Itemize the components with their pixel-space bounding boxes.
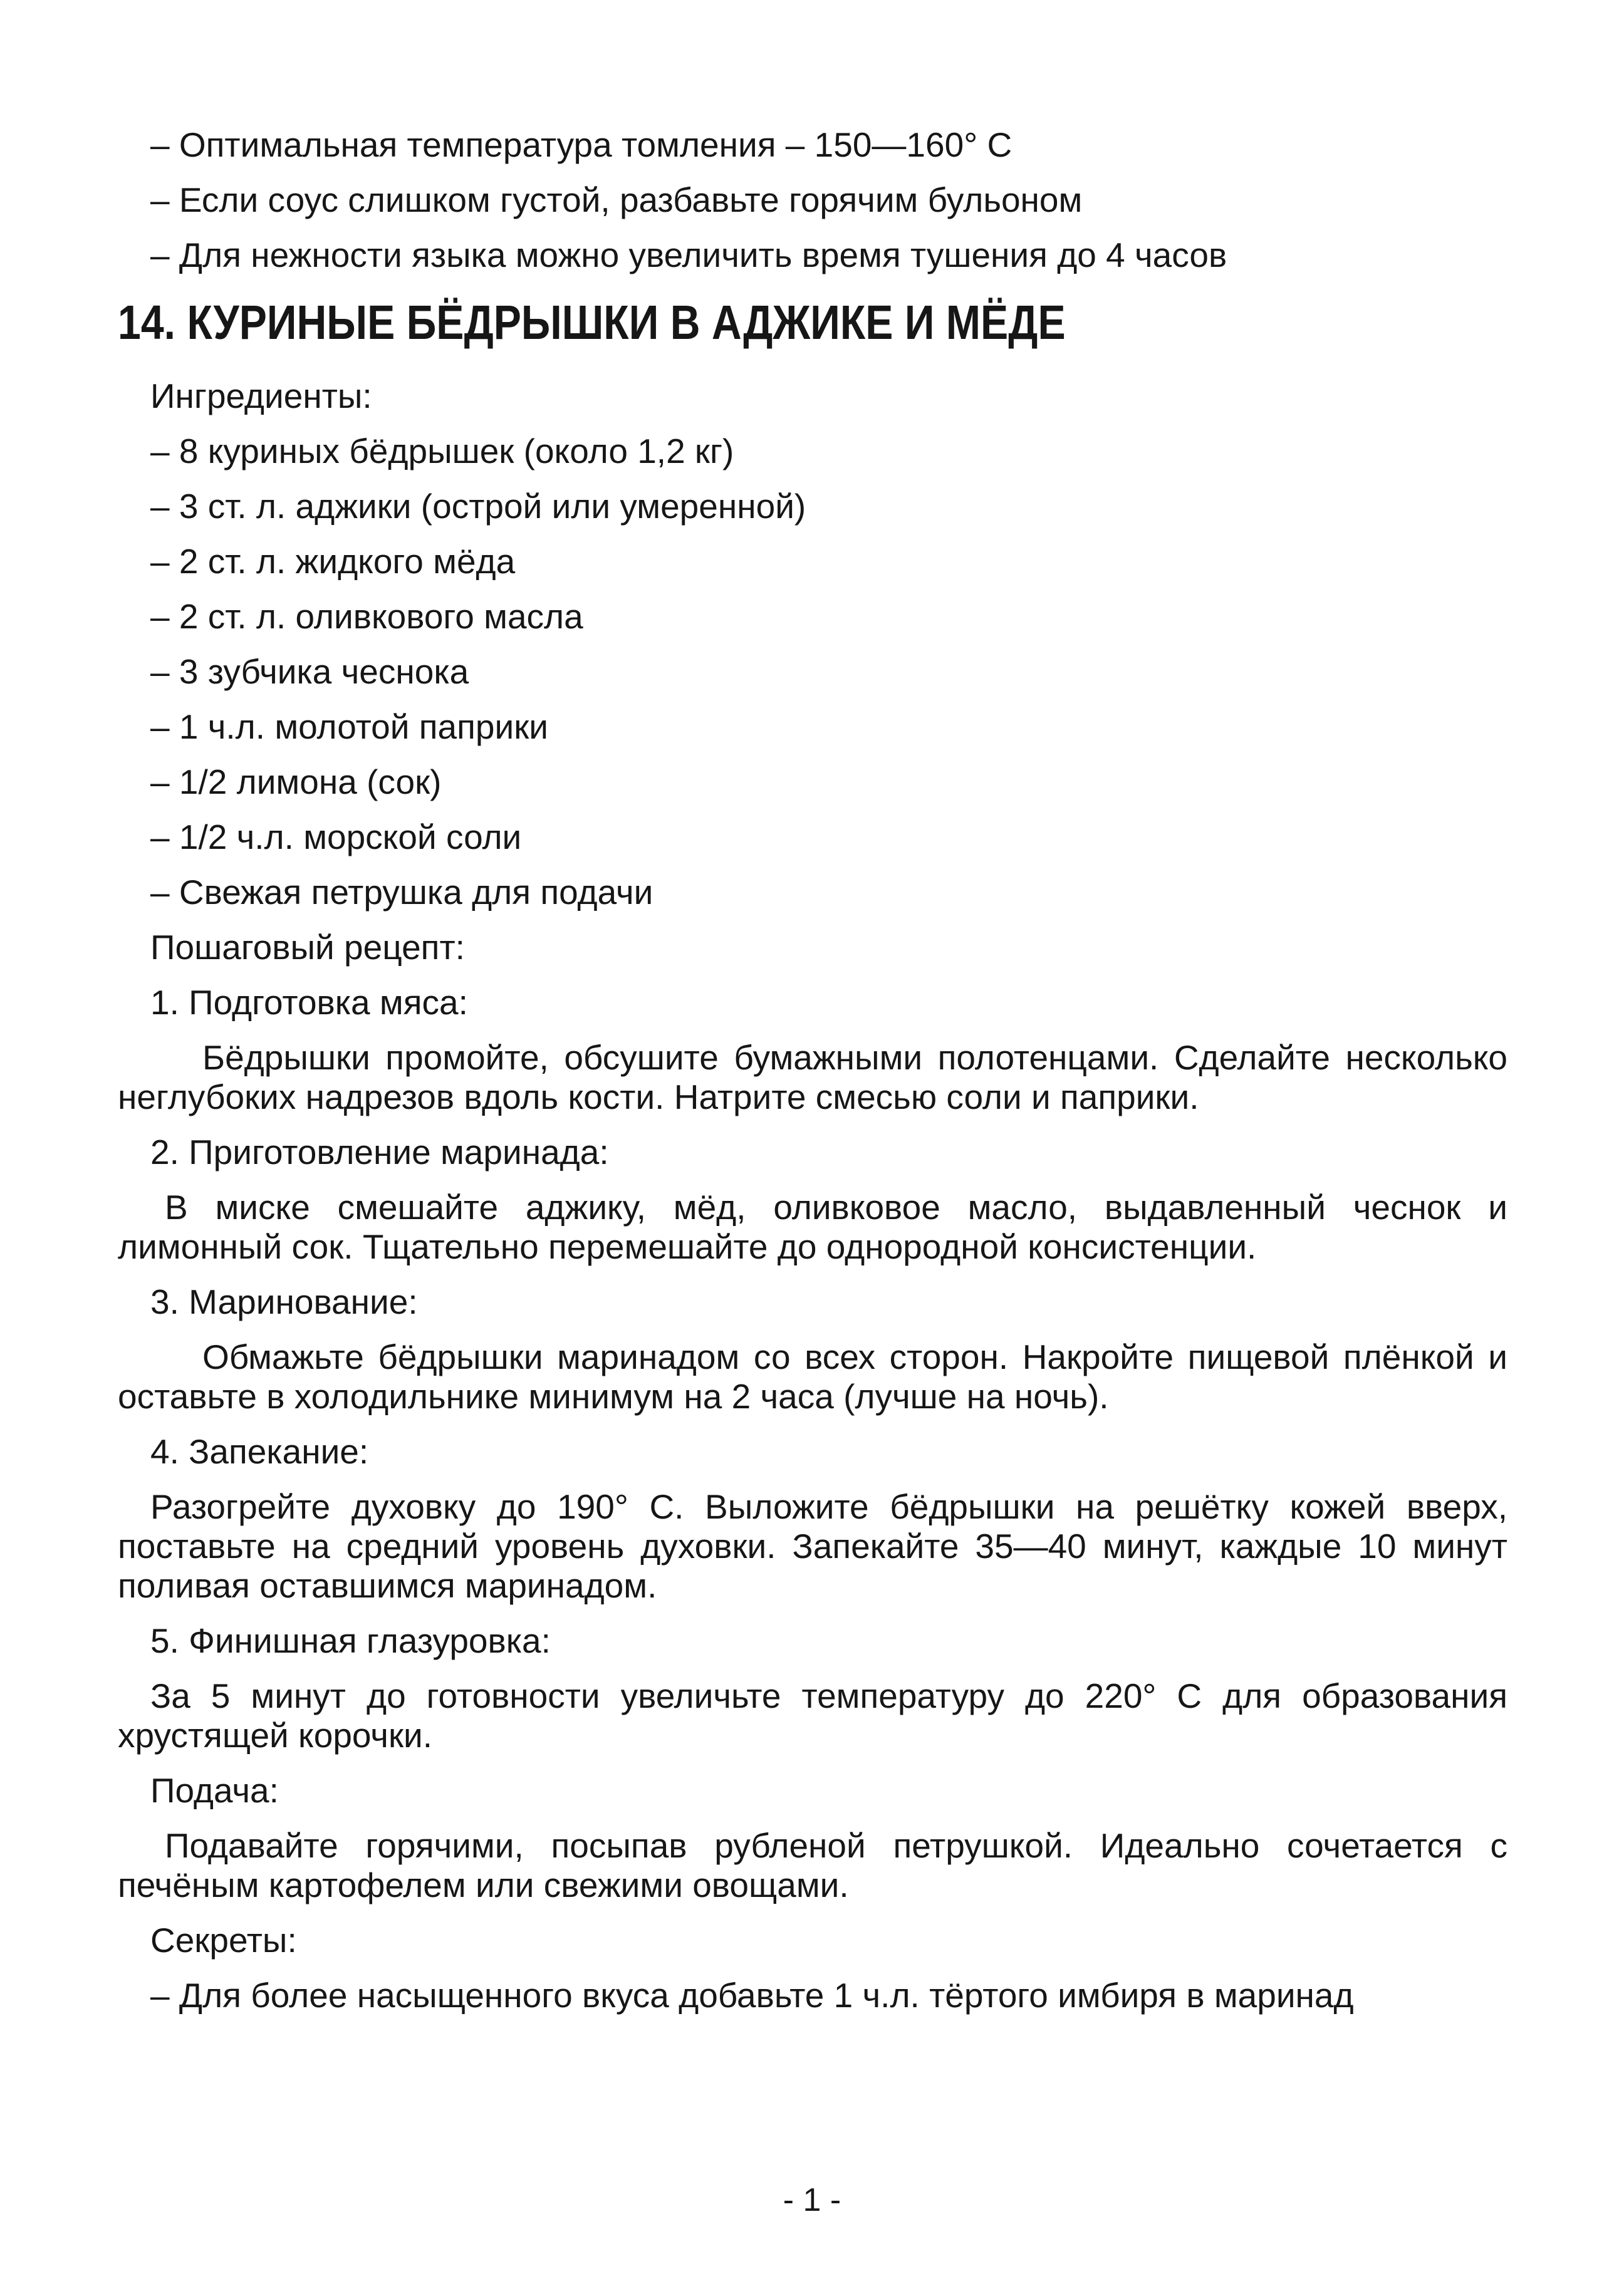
ingredient-item: – Свежая петрушка для подачи [150,873,653,912]
note-line: – Оптимальная температура томления – 150—160° C [150,125,1012,164]
step-title: 4. Запекание: [150,1432,369,1471]
serving-body: Подавайте горячими, посыпав рубленой петрушкой. Идеально сочетается с печёным картофелем или свежими овощами. [118,1826,1507,1904]
ingredient-item: – 3 ст. л. аджики (острой или умеренной) [150,487,806,526]
serving-label: Подача: [150,1771,279,1810]
ingredient-item: – 2 ст. л. оливкового масла [150,597,583,636]
secret-item: – Для более насыщенного вкуса добавьте 1 ч.л. тёртого имбиря в маринад [150,1976,1354,2015]
step-body: За 5 минут до готовности увеличьте температуру до 220° C для образования хрустящей корочки. [118,1676,1507,1755]
step-body: Бёдрышки промойте, обсушите бумажными полотенцами. Сделайте несколько неглубоких надрезов вдоль кости. Натрите смесью соли и паприки. [118,1038,1507,1116]
ingredient-item: – 1/2 ч.л. морской соли [150,818,522,856]
ingredient-item: – 2 ст. л. жидкого мёда [150,542,516,581]
step-body: Обмажьте бёдрышки маринадом со всех сторон. Накройте пищевой плёнкой и оставьте в холодильнике минимум на 2 часа (лучше на ночь). [118,1338,1507,1416]
step-title: 1. Подготовка мяса: [150,983,468,1022]
page-content [118,125,1507,2031]
ingredient-item: – 8 куриных бёдрышек (около 1,2 кг) [150,432,734,470]
page-number: - 1 - [783,2182,841,2218]
ingredients-label: Ингредиенты: [150,377,372,415]
step-title: 3. Маринование: [150,1282,418,1321]
note-line: – Для нежности языка можно увеличить время тушения до 4 часов [150,236,1227,274]
steps-label: Пошаговый рецепт: [150,928,465,967]
secrets-label: Секреты: [150,1921,297,1960]
step-title: 2. Приготовление маринада: [150,1133,609,1171]
note-line: – Если соус слишком густой, разбавьте горячим бульоном [150,180,1083,219]
ingredient-item: – 3 зубчика чеснока [150,652,469,691]
recipe-title: 14. КУРИНЫЕ БЁДРЫШКИ В АДЖИКЕ И МЁДЕ [118,296,1066,350]
step-body: Разогрейте духовку до 190° C. Выложите бёдрышки на решётку кожей вверх, поставьте на средний уровень духовки. Запекайте 35—40 минут, каждые 10 минут поливая оставшимся маринадом. [118,1487,1507,1605]
step-body: В миске смешайте аджику, мёд, оливковое масло, выдавленный чеснок и лимонный сок. Тщательно перемешайте до однородной консистенции. [118,1188,1507,1266]
step-title: 5. Финишная глазуровка: [150,1621,551,1660]
ingredient-item: – 1 ч.л. молотой паприки [150,707,549,746]
ingredient-item: – 1/2 лимона (сок) [150,762,442,801]
